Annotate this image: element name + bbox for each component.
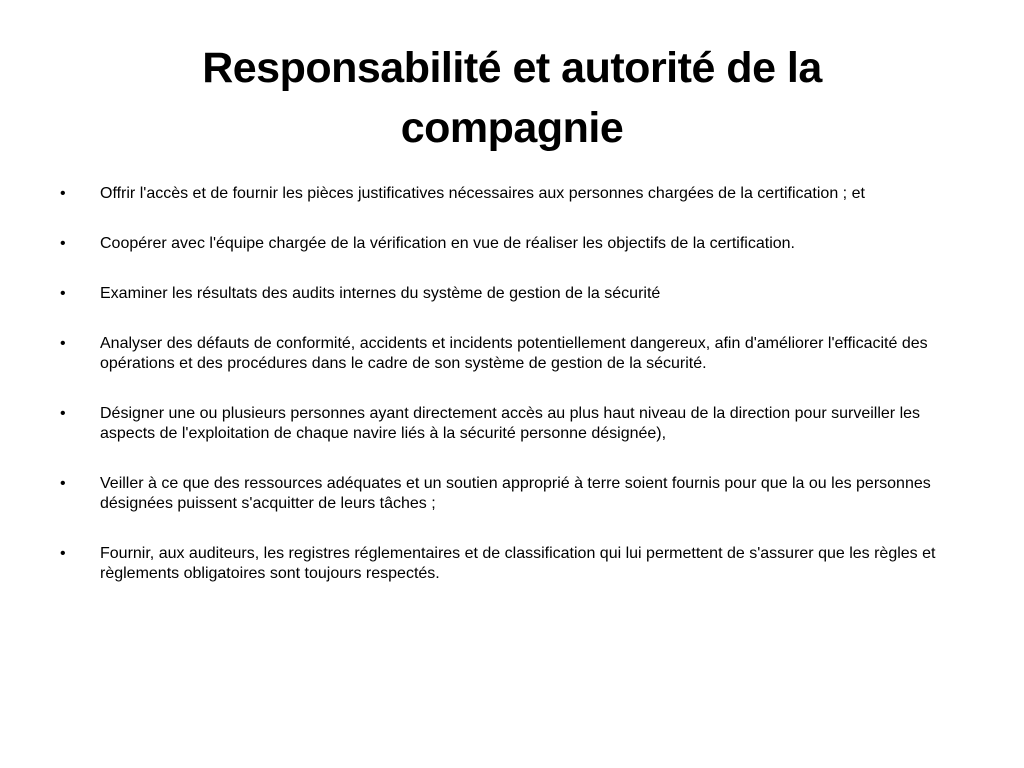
bullet-icon: • — [60, 405, 66, 422]
bullet-text: Coopérer avec l'équipe chargée de la vérification en vue de réaliser les objectifs de la certification. — [100, 235, 795, 252]
bullet-icon: • — [60, 545, 66, 562]
bullet-icon: • — [60, 235, 66, 252]
bullet-list — [60, 184, 965, 614]
list-item — [60, 334, 965, 374]
bullet-icon: • — [60, 335, 66, 352]
list-item — [60, 184, 965, 204]
bullet-text: Analyser des défauts de conformité, accidents et incidents potentiellement dangereux, afin d'améliorer l'efficacité des opérations et des procédures dans le cadre de son système de gestion de la sécurité. — [100, 335, 928, 372]
slide-title: Responsabilité et autorité de la compagnie — [202, 44, 822, 152]
list-item — [60, 544, 965, 584]
bullet-text: Offrir l'accès et de fournir les pièces justificatives nécessaires aux personnes chargées de la certification ; et — [100, 185, 865, 202]
list-item — [60, 404, 965, 444]
bullet-text: Désigner une ou plusieurs personnes ayant directement accès au plus haut niveau de la direction pour surveiller les aspects de l'exploitation de chaque navire liés à la sécurité personne désignée), — [100, 405, 921, 442]
list-item — [60, 234, 965, 254]
bullet-icon: • — [60, 475, 66, 492]
bullet-icon: • — [60, 185, 66, 202]
bullet-text: Fournir, aux auditeurs, les registres réglementaires et de classification qui lui permettent de s'assurer que les règles et règlements obligatoires sont toujours respectés. — [100, 545, 936, 582]
bullet-icon: • — [60, 285, 66, 302]
bullet-text: Veiller à ce que des ressources adéquates et un soutien approprié à terre soient fournis pour que la ou les personnes désignées puissent s'acquitter de leurs tâches ; — [100, 475, 931, 512]
list-item — [60, 474, 965, 514]
bullet-text: Examiner les résultats des audits internes du système de gestion de la sécurité — [100, 285, 661, 302]
list-item — [60, 284, 965, 304]
